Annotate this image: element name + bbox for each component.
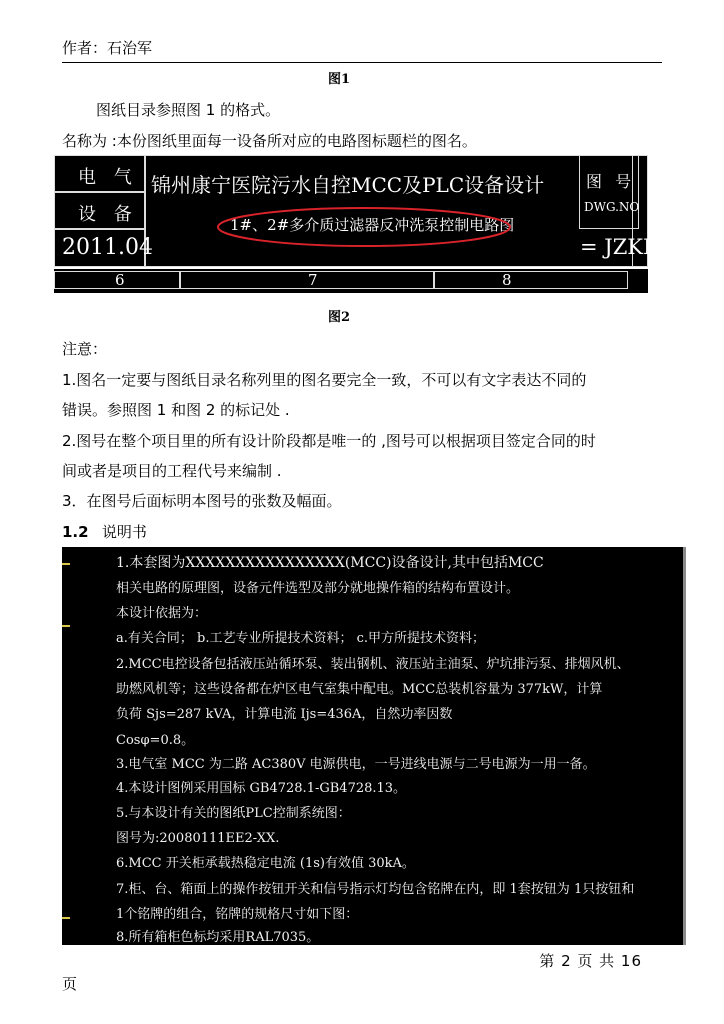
drawing-number-value: = JZKL bbox=[580, 235, 657, 259]
date-value: 2011.04 bbox=[62, 235, 153, 260]
figure-1-caption: 图1 bbox=[328, 72, 351, 87]
spec-line: 负荷 Sjs=287 kVA，计算电流 Ijs=436A，自然功率因数 bbox=[116, 707, 453, 722]
highlight-ellipse bbox=[214, 205, 514, 249]
section-heading bbox=[62, 522, 147, 542]
spec-line: 3.电气室 MCC 为二路 AC380V 电源供电，一号进线电源与二号电源为一用一备。 bbox=[116, 757, 596, 772]
grid-ruler bbox=[54, 269, 648, 293]
ruler-cell bbox=[434, 271, 628, 289]
spec-line: a.有关合同； b.工艺专业所提技术资料； c.甲方所提技术资料； bbox=[116, 631, 486, 646]
spec-line: 图号为:20080111EE2-XX. bbox=[116, 831, 280, 846]
ruler-label-7: 7 bbox=[308, 271, 318, 289]
figure-2-caption: 图2 bbox=[328, 310, 351, 325]
page-number: 第 2 页 共 16 bbox=[539, 952, 642, 970]
notes-heading: 注意： bbox=[62, 340, 108, 358]
spec-line: 8.所有箱柜色标均采用RAL7035。 bbox=[116, 930, 320, 945]
project-title: 锦州康宁医院污水自控MCC及PLC设备设计 bbox=[151, 173, 545, 197]
spec-line: 7.柜、台、箱面上的操作按钮开关和信号指示灯均包含铭牌在内，即 1套按钮为 1只按钮和 bbox=[116, 882, 635, 897]
panel-marker bbox=[62, 625, 70, 627]
ruler-label-8: 8 bbox=[502, 271, 512, 289]
specification-panel bbox=[62, 547, 686, 945]
label-drawing-number: 图 号 bbox=[586, 172, 636, 191]
note-2-line-1: 2.图号在整个项目里的所有设计阶段都是唯一的 ,图号可以根据项目签定合同的时 bbox=[62, 432, 596, 450]
label-equipment: 设 备 bbox=[78, 204, 138, 225]
page-number-tail: 页 bbox=[62, 975, 78, 993]
label-dwg-no: DWG.NO bbox=[584, 200, 640, 214]
panel-marker bbox=[62, 563, 70, 565]
ruler-label-6: 6 bbox=[115, 271, 125, 289]
author-line: 作者：石治军 bbox=[62, 39, 153, 57]
note-3: 3．在图号后面标明本图号的张数及幅面。 bbox=[62, 492, 342, 510]
title-block bbox=[54, 155, 657, 267]
spec-line: 2.MCC电控设备包括液压站循环泵、装出钢机、液压站主油泵、炉坑排污泵、排烟风机、 bbox=[116, 657, 630, 672]
section-number: 1.2 bbox=[62, 523, 89, 541]
note-2-line-2: 间或者是项目的工程代号来编制 . bbox=[62, 462, 282, 480]
note-1-line-2: 错误。参照图 1 和图 2 的标记处 . bbox=[62, 401, 290, 419]
panel-edge bbox=[683, 547, 686, 945]
spec-line: 1.本套图为XXXXXXXXXXXXXXXX(MCC)设备设计,其中包括MCC bbox=[116, 555, 544, 571]
header-rule bbox=[62, 62, 662, 63]
spec-line: 相关电路的原理图，设备元件选型及部分就地操作箱的结构布置设计。 bbox=[116, 581, 520, 596]
paragraph-directory-format: 图纸目录参照图 1 的格式。 bbox=[96, 101, 281, 119]
drawing-name: 1#、2#多介质过滤器反冲洗泵控制电路图 bbox=[230, 216, 515, 234]
section-title: 说明书 bbox=[101, 523, 147, 541]
spec-line: 1个铭牌的组合，铭牌的规格尺寸如下图： bbox=[116, 907, 359, 922]
spec-line: 4.本设计图例采用国标 GB4728.1-GB4728.13。 bbox=[116, 781, 407, 796]
label-electrical: 电 气 bbox=[78, 167, 138, 188]
spec-line: 6.MCC 开关柜承载热稳定电流 (1s)有效值 30kA。 bbox=[116, 856, 415, 871]
paragraph-name-definition: 名称为 :本份图纸里面每一设备所对应的电路图标题栏的图名。 bbox=[62, 132, 477, 150]
panel-marker bbox=[62, 917, 70, 919]
title-block-cell bbox=[579, 155, 639, 229]
spec-line: 本设计依据为： bbox=[116, 606, 208, 621]
spec-line: Cosφ=0.8。 bbox=[116, 733, 195, 748]
spec-line: 5.与本设计有关的图纸PLC控制系统图： bbox=[116, 806, 351, 821]
ruler-cell bbox=[180, 271, 434, 289]
note-1-line-1: 1.图名一定要与图纸目录名称列里的图名要完全一致，不可以有文字表达不同的 bbox=[62, 371, 587, 389]
spec-line: 助燃风机等；这些设备都在炉区电气室集中配电。MCC总装机容量为 377kW，计算 bbox=[116, 682, 603, 697]
